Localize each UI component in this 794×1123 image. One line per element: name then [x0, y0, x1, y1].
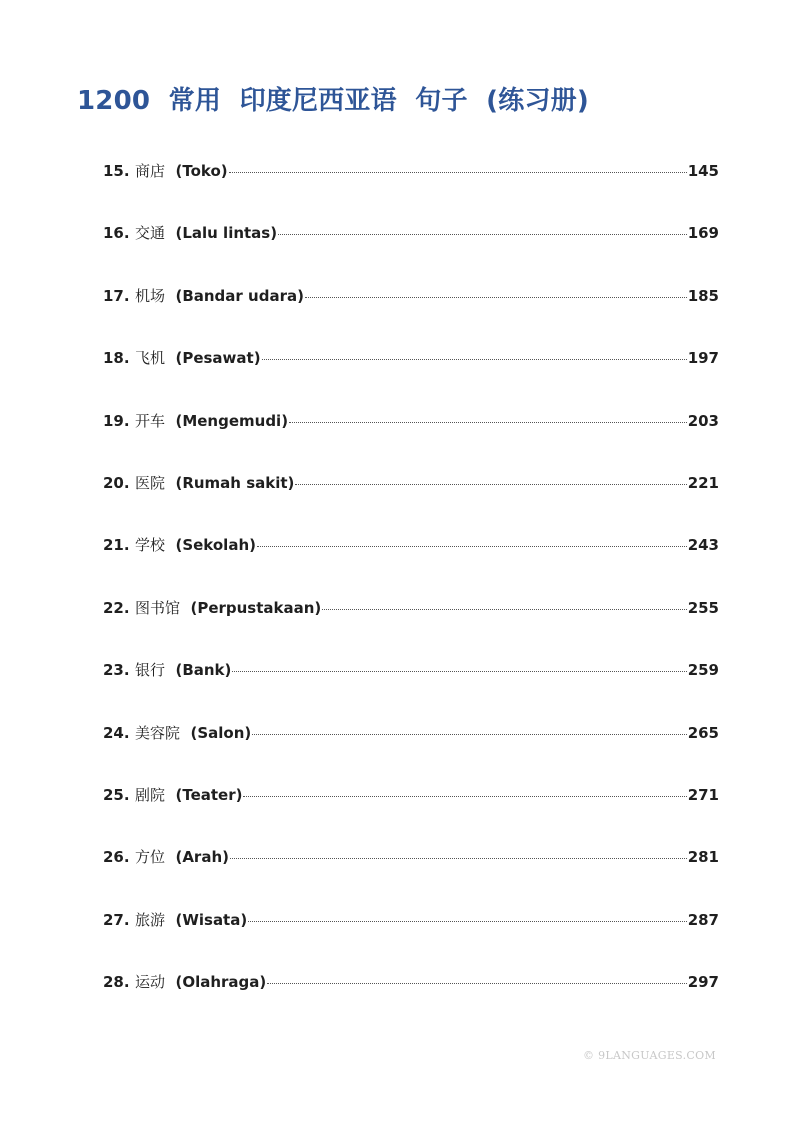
toc-entry-title	[135, 659, 231, 680]
toc-entry[interactable]	[103, 784, 719, 846]
toc-entry-chinese-title: 剧院	[135, 785, 166, 804]
toc-dot-leader	[278, 234, 687, 235]
toc-entry-chinese-title: 美容院	[135, 723, 181, 742]
toc-entry-page: 169	[687, 224, 719, 243]
toc-entry[interactable]	[103, 534, 719, 596]
toc-entry-page: 271	[687, 785, 719, 804]
copyright-watermark: © 9LANGUAGES.COM	[583, 1049, 716, 1062]
toc-entry-number: 26.	[103, 848, 130, 867]
toc-dot-leader	[257, 546, 687, 547]
toc-entry[interactable]	[103, 285, 719, 347]
toc-entry-page: 265	[687, 723, 719, 742]
toc-entry-number: 15.	[103, 162, 130, 180]
toc-entry-title	[135, 846, 229, 867]
toc-entry-indonesian-title: (Mengemudi)	[175, 411, 289, 430]
toc-entry-number: 28.	[103, 973, 130, 992]
toc-entry-title	[135, 909, 247, 930]
toc-dot-leader	[248, 921, 686, 922]
toc-entry[interactable]	[103, 410, 719, 472]
toc-dot-leader	[262, 359, 687, 360]
toc-entry-title	[135, 597, 321, 618]
page-title: 1200 常用 印度尼西亚语 句子 (练习册)	[77, 86, 589, 116]
toc-entry-indonesian-title: (Teater)	[175, 785, 243, 804]
toc-entry-indonesian-title: (Perpustakaan)	[190, 598, 322, 617]
toc-entry-number: 25.	[103, 785, 130, 804]
toc-entry-number: 19.	[103, 411, 130, 430]
toc-dot-leader	[230, 858, 687, 859]
toc-entry[interactable]	[103, 597, 719, 659]
toc-entry-chinese-title: 机场	[135, 286, 166, 305]
toc-dot-leader	[267, 983, 686, 984]
toc-entry-indonesian-title: (Lalu lintas)	[175, 224, 278, 243]
toc-entry-page: 243	[687, 536, 719, 555]
toc-entry[interactable]	[103, 659, 719, 721]
toc-entry-indonesian-title: (Olahraga)	[175, 973, 267, 992]
toc-entry[interactable]	[103, 222, 719, 284]
toc-entry-page: 281	[687, 848, 719, 867]
toc-entry-title	[135, 160, 228, 181]
toc-dot-leader	[243, 796, 686, 797]
toc-entry-number: 24.	[103, 723, 130, 742]
toc-entry-indonesian-title: (Sekolah)	[175, 536, 256, 555]
toc-entry-number: 20.	[103, 473, 130, 492]
toc-entry-number: 23.	[103, 661, 130, 680]
toc-dot-leader	[289, 422, 687, 423]
toc-entry-page: 297	[687, 973, 719, 992]
toc-entry-chinese-title: 医院	[135, 473, 166, 492]
toc-entry-chinese-title: 交通	[135, 224, 166, 243]
toc-dot-leader	[295, 484, 686, 485]
toc-entry-chinese-title: 开车	[135, 411, 166, 430]
toc-entry-title	[135, 472, 294, 493]
toc-entry-page: 145	[687, 162, 719, 180]
toc-entry-title	[135, 285, 304, 306]
table-of-contents	[103, 160, 719, 1033]
toc-dot-leader	[322, 609, 686, 610]
toc-entry-chinese-title: 商店	[135, 162, 166, 180]
toc-entry-indonesian-title: (Pesawat)	[175, 349, 261, 368]
toc-dot-leader	[232, 671, 686, 672]
toc-entry[interactable]	[103, 846, 719, 908]
toc-entry-indonesian-title: (Wisata)	[175, 910, 248, 929]
toc-entry-indonesian-title: (Arah)	[175, 848, 229, 867]
toc-entry-indonesian-title: (Bank)	[175, 661, 232, 680]
toc-entry-page: 203	[687, 411, 719, 430]
toc-entry-indonesian-title: (Rumah sakit)	[175, 473, 295, 492]
toc-entry-indonesian-title: (Toko)	[175, 162, 228, 180]
toc-entry-page: 197	[687, 349, 719, 368]
toc-entry-indonesian-title: (Bandar udara)	[175, 286, 304, 305]
toc-entry-chinese-title: 图书馆	[135, 598, 181, 617]
toc-entry[interactable]	[103, 909, 719, 971]
toc-entry-page: 255	[687, 598, 719, 617]
toc-entry-title	[135, 784, 242, 805]
toc-entry-title	[135, 722, 251, 743]
toc-entry-title	[135, 347, 261, 368]
toc-entry[interactable]	[103, 971, 719, 1033]
toc-entry-chinese-title: 运动	[135, 973, 166, 992]
toc-entry-number: 16.	[103, 224, 130, 243]
toc-entry-chinese-title: 方位	[135, 848, 166, 867]
toc-entry-page: 185	[687, 286, 719, 305]
toc-entry-number: 21.	[103, 536, 130, 555]
toc-entry-page: 221	[687, 473, 719, 492]
toc-entry-number: 18.	[103, 349, 130, 368]
toc-entry-number: 17.	[103, 286, 130, 305]
toc-entry-page: 287	[687, 910, 719, 929]
toc-entry-chinese-title: 银行	[135, 661, 166, 680]
toc-entry-title	[135, 222, 277, 243]
toc-entry[interactable]	[103, 160, 719, 222]
toc-entry-number: 22.	[103, 598, 130, 617]
toc-entry[interactable]	[103, 472, 719, 534]
toc-entry-page: 259	[687, 661, 719, 680]
toc-dot-leader	[229, 172, 687, 173]
toc-entry-indonesian-title: (Salon)	[190, 723, 252, 742]
toc-entry-chinese-title: 学校	[135, 536, 166, 555]
toc-entry-chinese-title: 旅游	[135, 910, 166, 929]
toc-dot-leader	[252, 734, 686, 735]
toc-dot-leader	[305, 297, 687, 298]
toc-entry-title	[135, 971, 266, 992]
toc-entry-chinese-title: 飞机	[135, 349, 166, 368]
toc-entry-title	[135, 410, 288, 431]
toc-entry-title	[135, 534, 256, 555]
toc-entry[interactable]	[103, 722, 719, 784]
toc-entry-number: 27.	[103, 910, 130, 929]
toc-entry[interactable]	[103, 347, 719, 409]
